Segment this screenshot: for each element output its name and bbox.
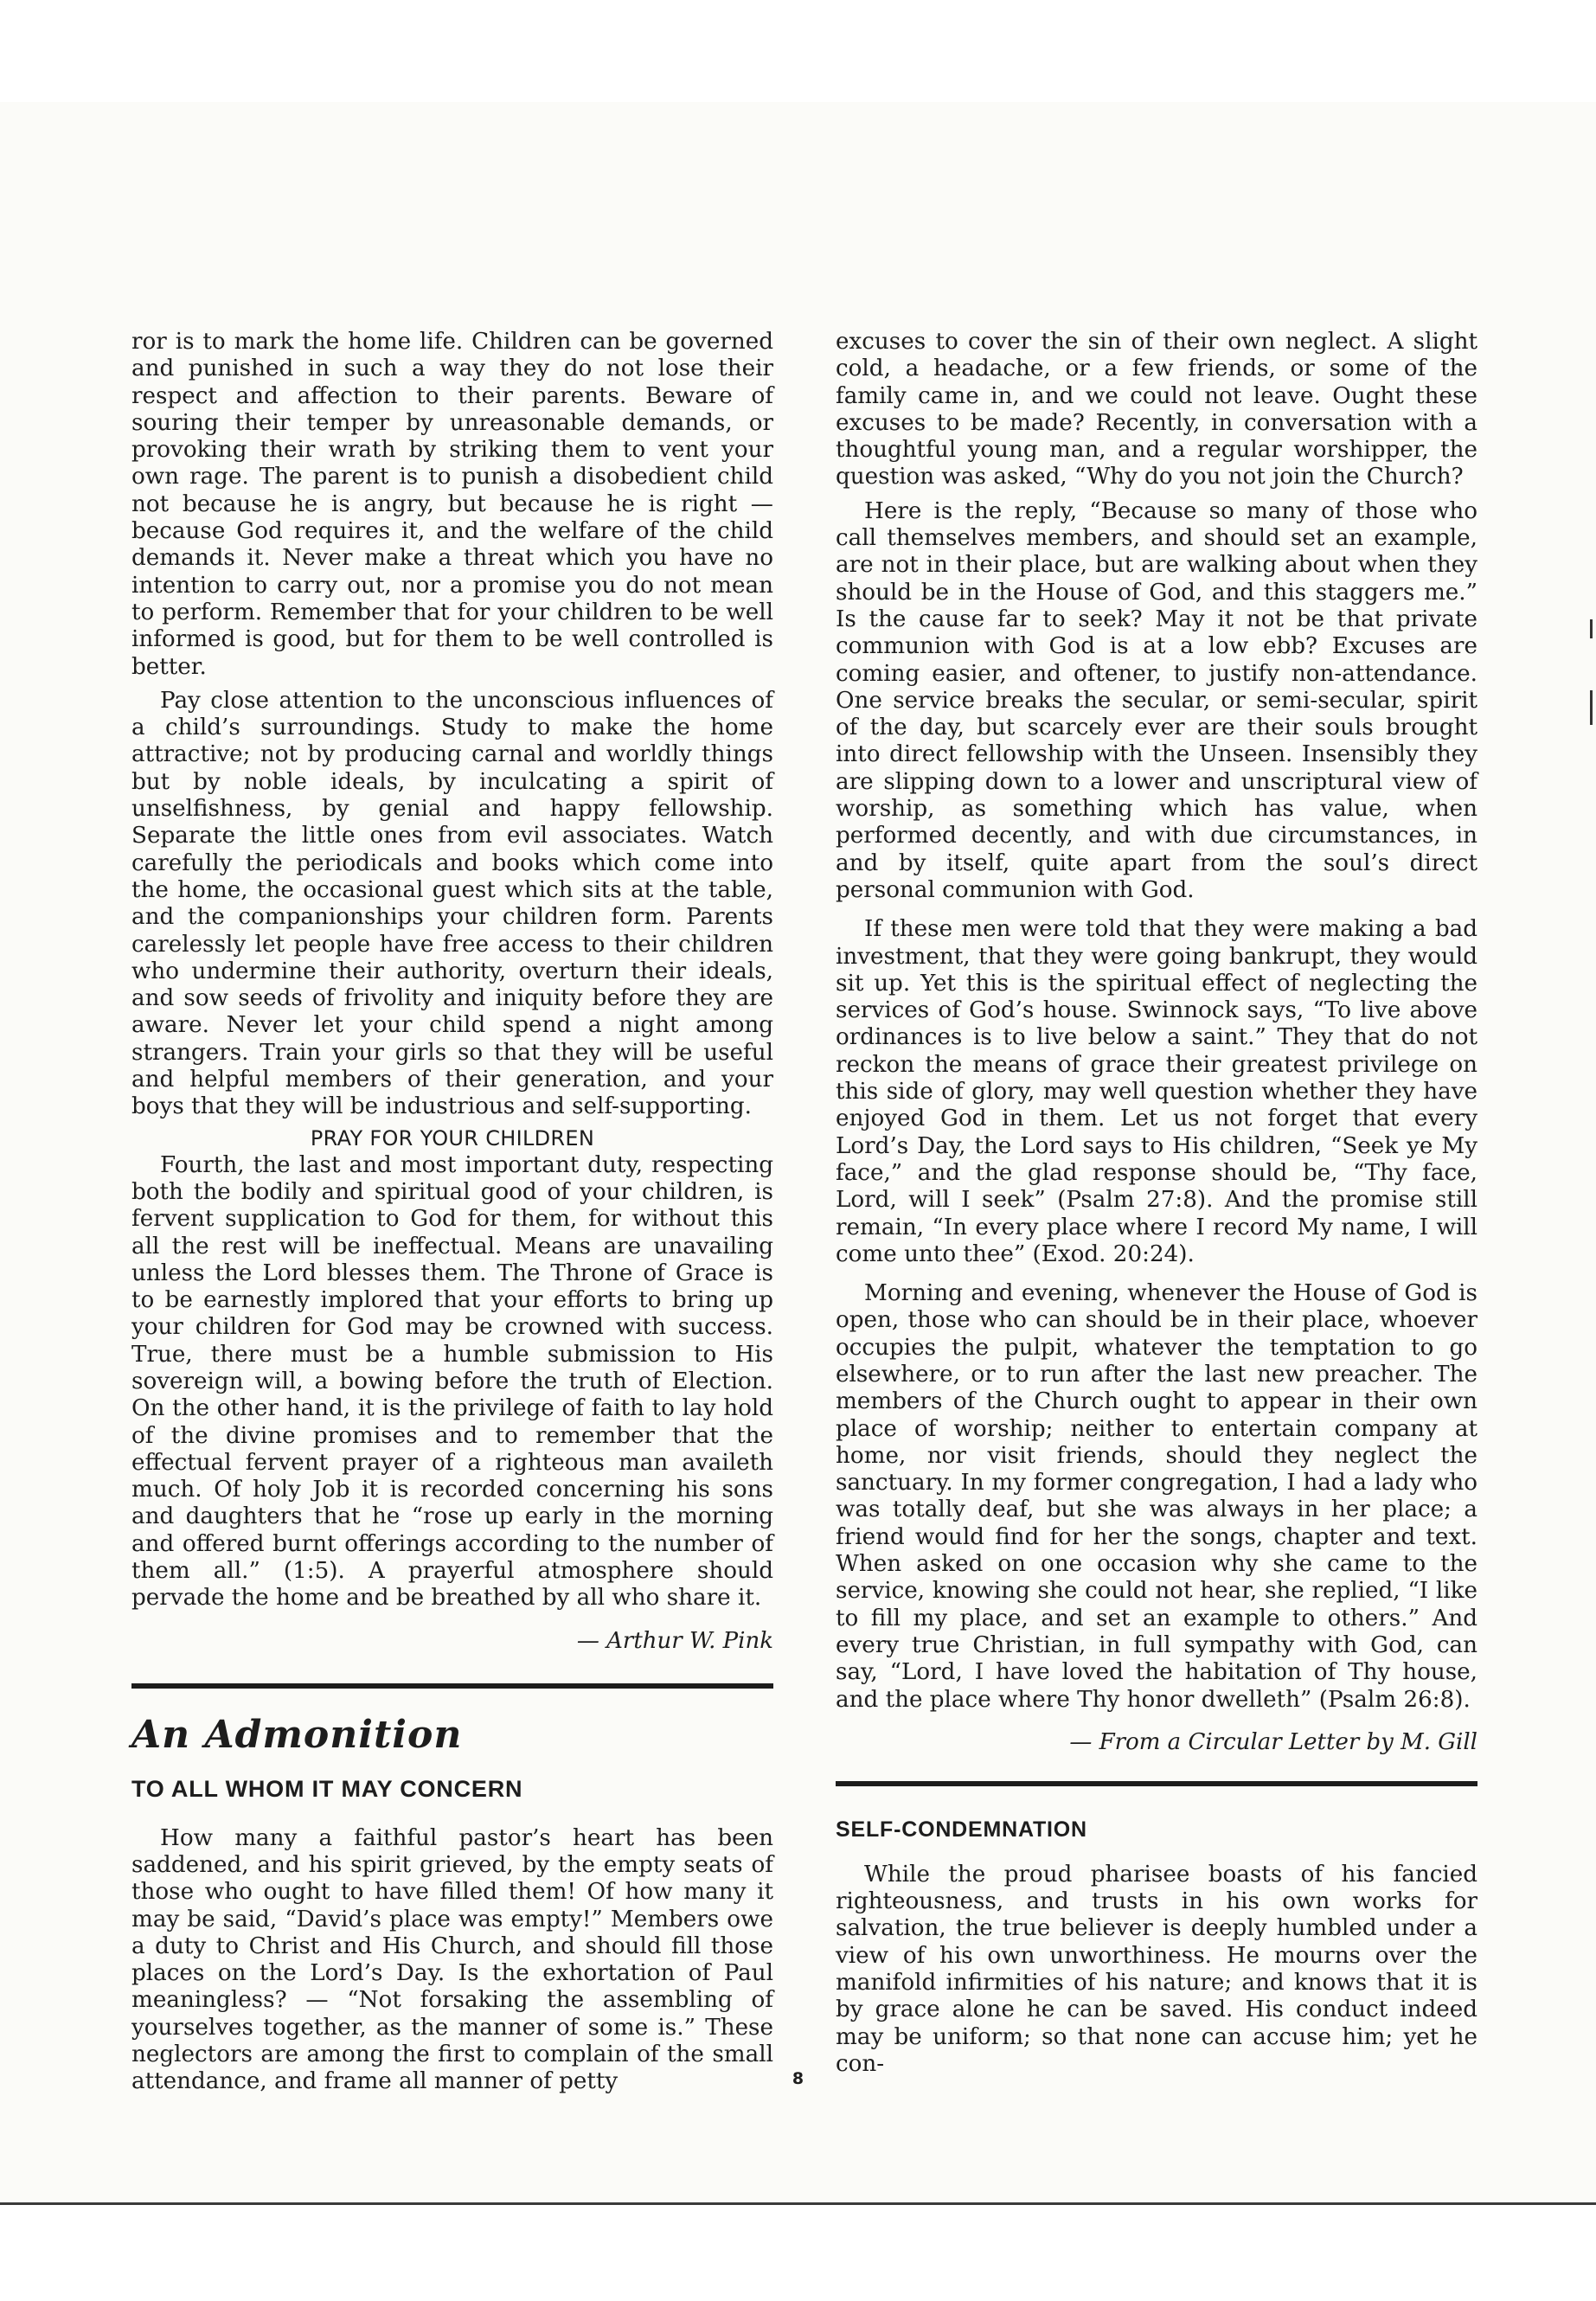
parenting-paragraph-2: Pay close attention to the unconscious influences of a child’s surroundings. Study to make the home attractive; not by producing carnal and worldly things but by noble ideals, by inculcating a spirit of unselfishness, by genial and happy fellowship. Separate the little ones from evil associates. Watch carefully the periodicals and books which come into the home, the occasional guest which sits at the table, and the companionships your children form. Parents carelessly let people have free access to their children who undermine their authority, overturn their ideals, and sow seeds of frivolity and iniquity before they are aware. Never let your child spend a night among strangers. Train your girls so that they will be useful and helpful members of their generation, and your boys that they will be industrious and self-supporting.	[131, 687, 773, 1120]
admonition-paragraph-2: excuses to cover the sin of their own neglect. A slight cold, a headache, or a few friends, or some of the family came in, and we could not leave. Ought these excuses to be made? Recently, in conversation with a thoughtful young man, and a regular worshipper, the question was asked, “Why do you not join the Church?	[836, 329, 1477, 490]
gill-attribution: — From a Circular Letter by M. Gill	[1069, 1728, 1477, 1755]
parenting-paragraph-3: Fourth, the last and most important duty, respecting both the bodily and spiritual good of your children, is fervent supplication to God for them, for without this all the rest will be ineffectual. Means are unavailing unless the Lord blesses them. The Throne of Grace is to be earnestly implored that your efforts to bring up your children for God may be crowned with success. True, there must be a humble submission to His sovereign will, a bowing before the truth of Election. On the other hand, it is the privilege of faith to lay hold of the divine promises and to remember that the effectual fervent prayer of a righteous man availeth much. Of holy Job it is recorded concerning his sons and daughters that he “rose up early in the morning and offered burnt offerings according to the number of them all.” (1:5). A prayerful atmosphere should pervade the home and be breathed by all who share it.	[131, 1151, 773, 1612]
scan-top-margin	[0, 0, 1596, 102]
magazine-page	[0, 102, 1596, 2205]
pray-for-children-heading: PRAY FOR YOUR CHILDREN	[310, 1125, 595, 1150]
section-divider-right	[836, 1781, 1477, 1786]
admonition-paragraph-4: If these men were told that they were making a bad investment, that they were going bankrupt, they would sit up. Yet this is the spiritual effect of neglecting the services of God’s house. Swinnock says, “To live above ordinances is to live below a saint.” They that do not reckon the means of grace their greatest privilege on this side of glory, may well question whether they have enjoyed God in them. Let us not forget that every Lord’s Day, the Lord says to His children, “Seek ye My face,” and the glad response should be, “Thy face, Lord, will I seek” (Psalm 27:8). And the promise still remain, “In every place where I record My name, I will come unto thee” (Exod. 20:24).	[836, 916, 1477, 1267]
section-divider-left	[131, 1683, 773, 1689]
admonition-paragraph-1: How many a faithful pastor’s heart has been saddened, and his spirit grieved, by the empty seats of those who ought to have filled them! Of how many it may be said, “David’s place was empty!” Members owe a duty to Christ and His Church, and should fill those places on the Lord’s Day. Is the exhortation of Paul meaningless? — “Not forsaking the assembling of yourselves together, as the manner of some is.” These neglectors are among the first to complain of the small attendance, and frame all manner of petty	[131, 1824, 773, 2095]
parenting-paragraph-1: ror is to mark the home life. Children can be governed and punished in such a way they do not lose their respect and affection to their parents. Beware of souring their temper by unreasonable demands, or provoking their wrath by striking them to vent your own rage. The parent is to punish a disobedient child not because he is angry, but because he is right — because God requires it, and the welfare of the child demands it. Never make a threat which you have no intention to carry out, nor a promise you do not mean to perform. Remember that for your children to be well informed is good, but for them to be well controlled is better.	[131, 329, 773, 680]
right-column	[836, 329, 1477, 2078]
scan-edge-mark	[1590, 619, 1593, 638]
pink-attribution: — Arthur W. Pink	[576, 1627, 773, 1654]
page-number: 8	[792, 2069, 804, 2088]
self-condemnation-heading: SELF-CONDEMNATION	[836, 1817, 1087, 1842]
admonition-subtitle: TO ALL WHOM IT MAY CONCERN	[131, 1775, 523, 1802]
admonition-title: An Admonition	[131, 1712, 463, 1757]
admonition-paragraph-5: Morning and evening, whenever the House of God is open, those who can should be in their place, whoever occupies the pulpit, whatever the temptation to go elsewhere, or to run after the last new preacher. The members of the Church ought to appear in their own place of worship; neither to entertain company at home, nor visit friends, should they neglect the sanctuary. In my former congregation, I had a lady who was totally deaf, but she was always in her place; a friend would find for her the songs, chapter and text. When asked on one occasion why she came to the service, knowing she could not hear, she replied, “I like to fill my place, and set an example to others.” And every true Christian, in full sympathy with God, can say, “Lord, I have loved the habitation of Thy house, and the place where Thy honor dwelleth” (Psalm 26:8).	[836, 1280, 1477, 1713]
self-condemnation-paragraph: While the proud pharisee boasts of his fancied righteousness, and trusts in his own works for salvation, the true believer is deeply humbled under a view of his own unworthiness. He mourns over the manifold infirmities of his nature; and knows that it is by grace alone he can be saved. His conduct indeed may be uniform; so that none can accuse him; yet he con-	[836, 1861, 1477, 2077]
left-column	[131, 329, 773, 2096]
scan-edge-mark	[1590, 690, 1593, 725]
admonition-paragraph-3: Here is the reply, “Because so many of those who call themselves members, and should set an example, are not in their place, but are walking about when they should be in the House of God, and this staggers me.” Is the cause far to seek? May it not be that private communion with God is at a low ebb? Excuses are coming easier, and oftener, to justify non-attendance. One service breaks the secular, or semi-secular, spirit of the day, but scarcely ever are their souls brought into direct fellowship with the Unseen. Insensibly they are slipping down to a lower and unscriptural view of worship, as something which has value, when performed decently, and with due circumstances, in and by itself, quite apart from the soul’s direct personal communion with God.	[836, 497, 1477, 903]
